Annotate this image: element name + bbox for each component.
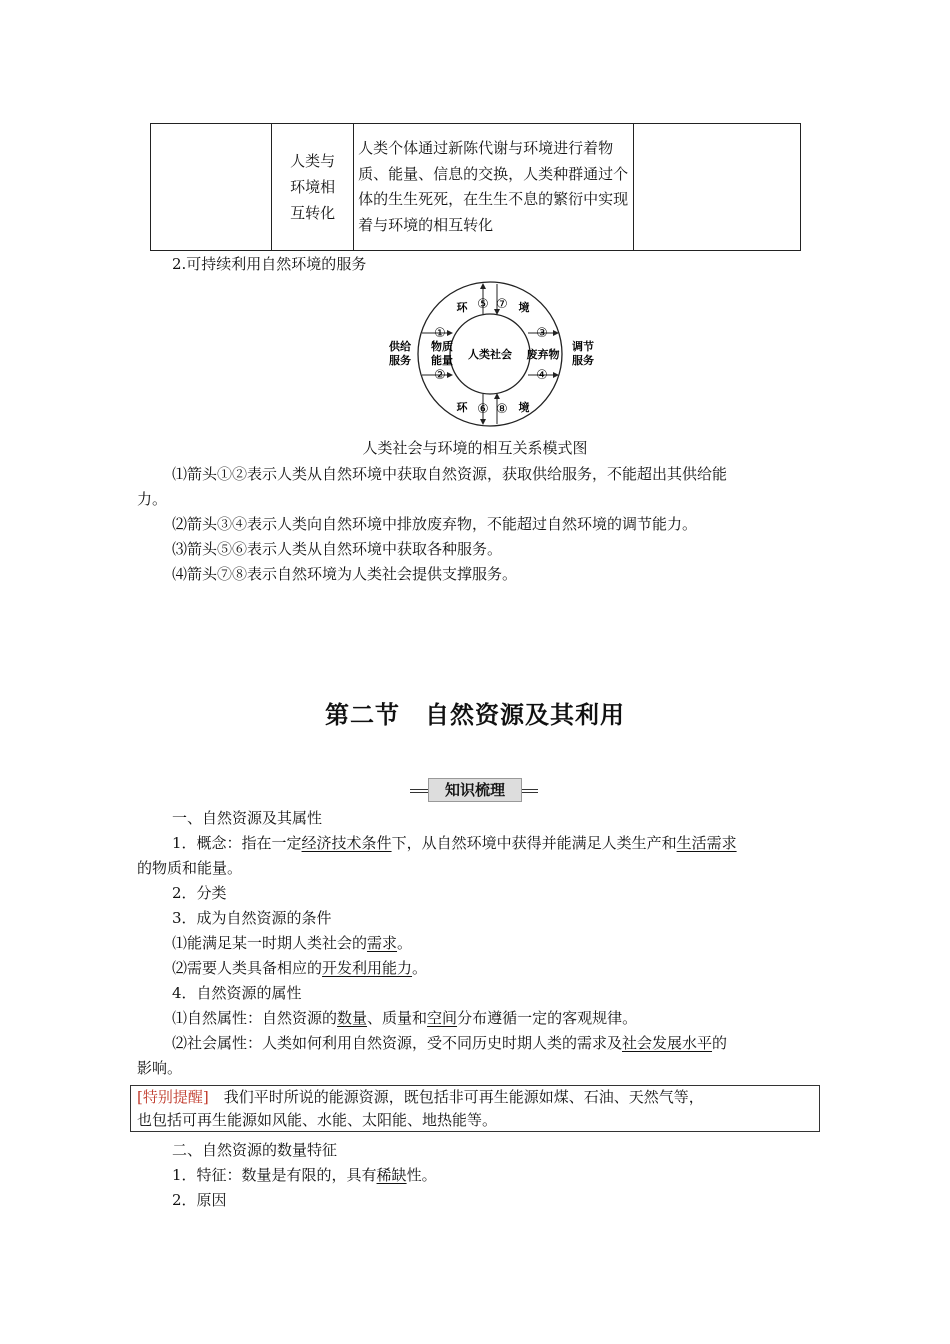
underlined-term: 生活需求: [676, 834, 737, 852]
heading-1: 一、自然资源及其属性: [172, 809, 323, 827]
attribute-2: [172, 1031, 727, 1055]
arrow-explanation-4: ⑷箭头⑦⑧表示自然环境为人类社会提供支撑服务。: [172, 565, 518, 583]
diagram-env-label: 环: [456, 301, 468, 314]
diagram-supply-label: 供给: [389, 340, 411, 353]
arrow-explanation-2: ⑵箭头③④表示人类向自然环境中排放废弃物，不能超过自然环境的调节能力。: [172, 515, 698, 533]
mark-1: ①: [434, 326, 446, 341]
summary-table: [150, 123, 801, 251]
mark-7: ⑦: [496, 297, 508, 312]
relation-diagram: [380, 278, 600, 430]
text: 1．概念：指在一定: [172, 834, 302, 852]
mark-2: ②: [434, 368, 446, 383]
text: ⑴自然属性：自然资源的: [172, 1009, 338, 1027]
text: 。: [412, 959, 428, 977]
category-line: 环境相: [290, 178, 336, 196]
badge-rule-right: [520, 789, 538, 793]
attribute-2-cont: 影响。: [137, 1059, 183, 1077]
note-label: [特别提醒]: [137, 1088, 209, 1106]
underlined-term: 稀缺: [376, 1166, 407, 1184]
category-line: 人类与: [290, 152, 336, 170]
arrow-explanation-3: ⑶箭头⑤⑥表示人类从自然环境中获取各种服务。: [172, 540, 503, 558]
condition-heading: 3．成为自然资源的条件: [172, 909, 332, 927]
note-line-1: [137, 1086, 813, 1109]
diagram-regulate-label: 服务: [572, 354, 594, 367]
diagram-waste-label: 废弃物: [526, 348, 560, 361]
underlined-term: 社会发展水平: [622, 1034, 713, 1052]
text: 的: [712, 1034, 728, 1052]
table-cell-category: [272, 124, 354, 251]
mark-6: ⑥: [477, 402, 489, 417]
badge-label: 知识梳理: [428, 778, 522, 802]
text: 性。: [406, 1166, 437, 1184]
table-cell-empty-1: [151, 124, 272, 251]
heading-2: 二、自然资源的数量特征: [172, 1141, 338, 1159]
mark-4: ④: [536, 368, 548, 383]
diagram-caption: 人类社会与环境的相互关系模式图: [362, 439, 588, 457]
classify-line: 2．分类: [172, 884, 227, 902]
badge-rule-left: [410, 789, 428, 793]
text: 、质量和: [367, 1009, 428, 1027]
text: ⑴能满足某一时期人类社会的: [172, 934, 368, 952]
diagram-material-label: 物质: [431, 340, 453, 353]
diagram-regulate-label: 调节: [572, 340, 594, 353]
table-cell-description: 人类个体通过新陈代谢与环境进行着物质、能量、信息的交换，人类种群通过个体的生生死死，在生生不息的繁衍中实现着与环境的相互转化: [354, 124, 634, 251]
underlined-term: 需求: [367, 934, 398, 952]
underlined-term: 数量: [337, 1009, 368, 1027]
note-line-2: 也包括可再生能源如风能、水能、太阳能、地热能等。: [137, 1111, 498, 1129]
text: 1．特征：数量是有限的，具有: [172, 1166, 377, 1184]
attribute-heading: 4．自然资源的属性: [172, 984, 302, 1002]
condition-2: [172, 956, 427, 980]
underlined-term: 经济技术条件: [301, 834, 392, 852]
knowledge-badge: [410, 778, 538, 802]
diagram-center-label: 人类社会: [468, 348, 512, 361]
text: ⑵社会属性：人类如何利用自然资源，受不同历史时期人类的需求及: [172, 1034, 623, 1052]
table-cell-empty-2: [634, 124, 801, 251]
diagram-env-label: 境: [518, 401, 530, 414]
text: 下，从自然环境中获得并能满足人类生产和: [391, 834, 677, 852]
category-line: 互转化: [290, 204, 336, 222]
text: 分布遵循一定的客观规律。: [457, 1009, 638, 1027]
concept-line: [172, 831, 737, 855]
concept-line-cont: 的物质和能量。: [137, 859, 243, 877]
underlined-term: 开发利用能力: [322, 959, 413, 977]
section-title: 第二节 自然资源及其利用: [325, 701, 625, 729]
condition-1: [172, 931, 412, 955]
text: 我们平时所说的能源资源，既包括非可再生能源如煤、石油、天然气等，: [208, 1088, 704, 1106]
diagram-energy-label: 能量: [431, 354, 453, 367]
mark-5: ⑤: [477, 297, 489, 312]
mark-8: ⑧: [496, 402, 508, 417]
diagram-env-label: 环: [456, 401, 468, 414]
mark-3: ③: [536, 326, 548, 341]
arrow-explanation-1: ⑴箭头①②表示人类从自然环境中获取自然资源，获取供给服务，不能超出其供给能: [172, 465, 728, 483]
section-heading-2: 2.可持续利用自然环境的服务: [172, 255, 367, 273]
text: 。: [397, 934, 413, 952]
special-reminder-box: [130, 1085, 820, 1132]
reason-line: 2．原因: [172, 1191, 227, 1209]
diagram-env-label: 境: [518, 301, 530, 314]
arrow-explanation-1-cont: 力。: [137, 490, 168, 508]
attribute-1: [172, 1006, 637, 1030]
text: ⑵需要人类具备相应的: [172, 959, 323, 977]
underlined-term: 空间: [427, 1009, 458, 1027]
diagram-supply-label: 服务: [389, 354, 411, 367]
feature-line: [172, 1163, 437, 1187]
